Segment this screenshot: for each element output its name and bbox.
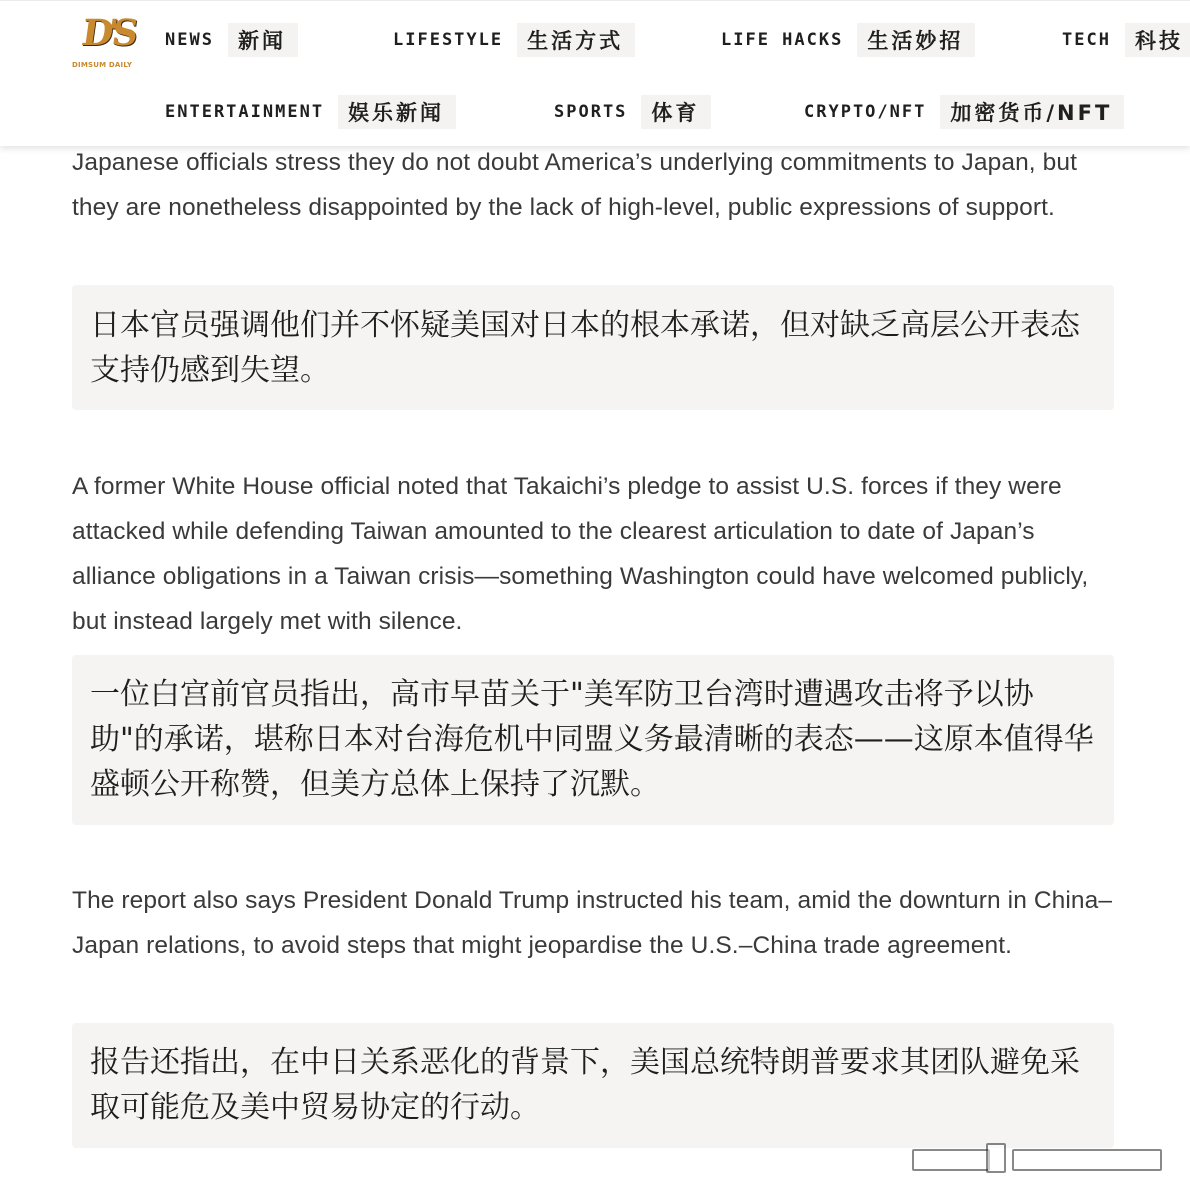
nav-item-lifestyle[interactable] [393, 23, 635, 57]
translation-box [72, 1023, 1114, 1148]
site-header [0, 0, 1190, 146]
nav-item-entertainment[interactable] [165, 95, 456, 129]
nav-label-zh: 加密货币/NFT [940, 95, 1124, 129]
article-paragraph-en: Japanese officials stress they do not doubt America’s underlying commitments to Japan, but they are nonetheless disappointed by the lack of high-level, public expressions of support. [72, 149, 1077, 221]
article-paragraph-en: The report also says President Donald Trump instructed his team, amid the downturn in China–Japan relations, to avoid steps that might jeopardise the U.S.–China trade agreement. [72, 887, 1113, 959]
nav-item-life-hacks[interactable] [721, 23, 975, 57]
nav-label-zh: 新闻 [228, 23, 298, 57]
nav-label-en: CRYPTO/NFT [804, 102, 927, 122]
nav-label-zh: 科技 [1125, 23, 1190, 57]
logo-mark: D'S [79, 12, 136, 54]
article-paragraph-zh: 一位白宫前官员指出，高市早苗关于"美军防卫台湾时遭遇攻击将予以协助"的承诺，堪称日本对台海危机中同盟义务最清晰的表态——这原本值得华盛顿公开称赞，但美方总体上保持了沉默。 [90, 677, 1094, 802]
site-logo[interactable] [72, 7, 136, 71]
watermark [912, 1143, 1168, 1175]
nav-label-en: SPORTS [554, 102, 628, 122]
nav-label-zh: 体育 [641, 95, 711, 129]
nav-label-zh: 生活妙招 [857, 23, 975, 57]
nav-label-zh: 娱乐新闻 [338, 95, 456, 129]
watermark-shape [986, 1143, 1006, 1173]
watermark-shape [912, 1149, 990, 1171]
nav-label-en: TECH [1062, 30, 1111, 50]
nav-item-sports[interactable] [554, 95, 711, 129]
nav-item-crypto-nft[interactable] [804, 95, 1124, 129]
nav-label-en: LIFESTYLE [393, 30, 504, 50]
translation-box [72, 285, 1114, 410]
nav-item-news[interactable] [165, 23, 298, 57]
article-paragraph-en: A former White House official noted that Takaichi’s pledge to assist U.S. forces if they were attacked while defending Taiwan amounted to the clearest articulation to date of Japan’s alliance obligations in a Taiwan crisis—something Washington could have welcomed publicly, but instead largely met with silence. [72, 473, 1089, 635]
translation-box [72, 655, 1114, 825]
nav-label-en: NEWS [165, 30, 214, 50]
nav-item-tech[interactable] [1062, 23, 1190, 57]
logo-text: DIMSUM DAILY [72, 61, 133, 69]
nav-label-zh: 生活方式 [517, 23, 635, 57]
nav-label-en: LIFE HACKS [721, 30, 844, 50]
article-paragraph-zh: 报告还指出，在中日关系恶化的背景下，美国总统特朗普要求其团队避免采取可能危及美中贸易协定的行动。 [90, 1045, 1080, 1125]
article-paragraph-zh: 日本官员强调他们并不怀疑美国对日本的根本承诺，但对缺乏高层公开表态支持仍感到失望。 [90, 308, 1080, 388]
watermark-shape [1012, 1149, 1162, 1171]
nav-label-en: ENTERTAINMENT [165, 102, 325, 122]
